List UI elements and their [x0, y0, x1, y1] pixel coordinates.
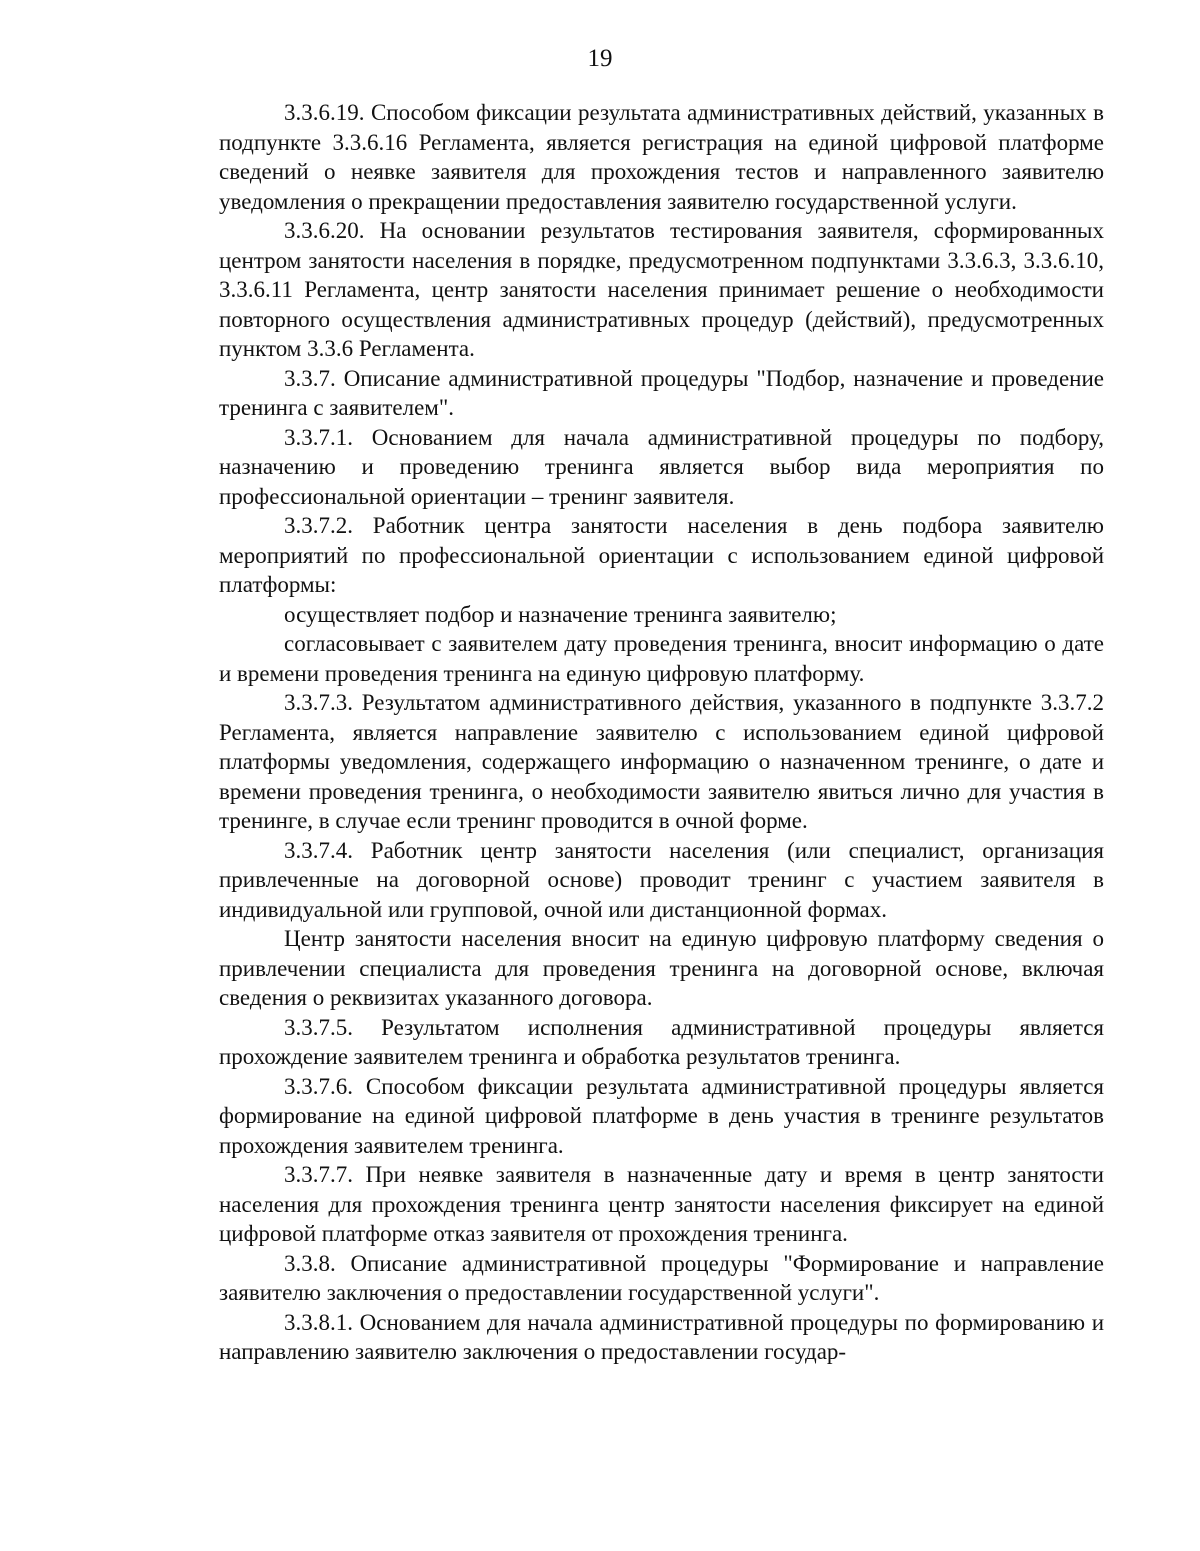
- paragraph-3-3-7-4: 3.3.7.4. Работник центр занятости населения (или специалист, организация привлеченные на договорной основе) проводит тренинг с участием заявителя в индивидуальной или групповой, очной или дистанционной формах.: [219, 837, 1104, 922]
- page-number: 19: [587, 45, 613, 72]
- paragraph-3-3-7-7: 3.3.7.7. При неявке заявителя в назначенные дату и время в центр занятости населения для прохождения тренинга центр занятости населения фиксирует на единой цифровой платформе отказ заявителя от прохождения тренинга.: [219, 1162, 1104, 1246]
- list-item-selection: осуществляет подбор и назначение тренинга заявителю;: [284, 601, 837, 627]
- page-body: [219, 98, 1104, 1367]
- paragraph-contract-info: Центр занятости населения вносит на единую цифровую платформу сведения о привлечении специалиста для проведения тренинга на договорной основе, включая сведения о реквизитах указанного договора.: [219, 926, 1104, 1010]
- paragraph-3-3-8: 3.3.8. Описание административной процедуры "Формирование и направление заявителю заключения о предоставлении государственной услуги".: [219, 1250, 1104, 1305]
- list-item-agreement: согласовывает с заявителем дату проведения тренинга, вносит информацию о дате и времени проведения тренинга на единую цифровую платформу.: [219, 631, 1104, 686]
- paragraph-3-3-7-2: 3.3.7.2. Работник центра занятости населения в день подбора заявителю мероприятий по профессиональной ориентации с использованием единой цифровой платформы:: [219, 513, 1104, 597]
- paragraph-3-3-7-5: 3.3.7.5. Результатом исполнения административной процедуры является прохождение заявителем тренинга и обработка результатов тренинга.: [219, 1014, 1104, 1069]
- paragraph-3-3-6-20: 3.3.6.20. На основании результатов тестирования заявителя, сформированных центром занятости населения в порядке, предусмотренном подпунктами 3.3.6.3, 3.3.6.10, 3.3.6.11 Регламента, центр занятости населения принимает решение о необходимости повторного осуществления административных процедур (действий), предусмотренных пунктом 3.3.6 Регламента.: [219, 218, 1104, 361]
- paragraph-3-3-7-1: 3.3.7.1. Основанием для начала административной процедуры по подбору, назначению и проведению тренинга является выбор вида мероприятия по профессиональной ориентации – тренинг заявителя.: [219, 424, 1104, 509]
- paragraph-3-3-7-6: 3.3.7.6. Способом фиксации результата административной процедуры является формирование на единой цифровой платформе в день участия в тренинге результатов прохождения заявителем тренинга.: [219, 1073, 1104, 1158]
- paragraph-3-3-8-1: 3.3.8.1. Основанием для начала административной процедуры по формированию и направлению заявителю заключения о предоставлении государ-: [219, 1309, 1104, 1364]
- paragraph-3-3-7-3: 3.3.7.3. Результатом административного действия, указанного в подпункте 3.3.7.2 Регламента, является направление заявителю с использованием единой цифровой платформы уведомления, содержащего информацию о назначенном тренинге, о дате и времени проведения тренинга, о необходимости заявителю явиться лично для участия в тренинге, в случае если тренинг проводится в очной форме.: [219, 690, 1104, 833]
- paragraph-3-3-7: 3.3.7. Описание административной процедуры "Подбор, назначение и проведение тренинга с заявителем".: [219, 365, 1104, 420]
- paragraph-3-3-6-19: 3.3.6.19. Способом фиксации результата административных действий, указанных в подпункте 3.3.6.16 Регламента, является регистрация на единой цифровой платформе сведений о неявке заявителя для прохождения тестов и направленного заявителю уведомления о прекращении предоставления заявителю государственной услуги.: [219, 100, 1104, 214]
